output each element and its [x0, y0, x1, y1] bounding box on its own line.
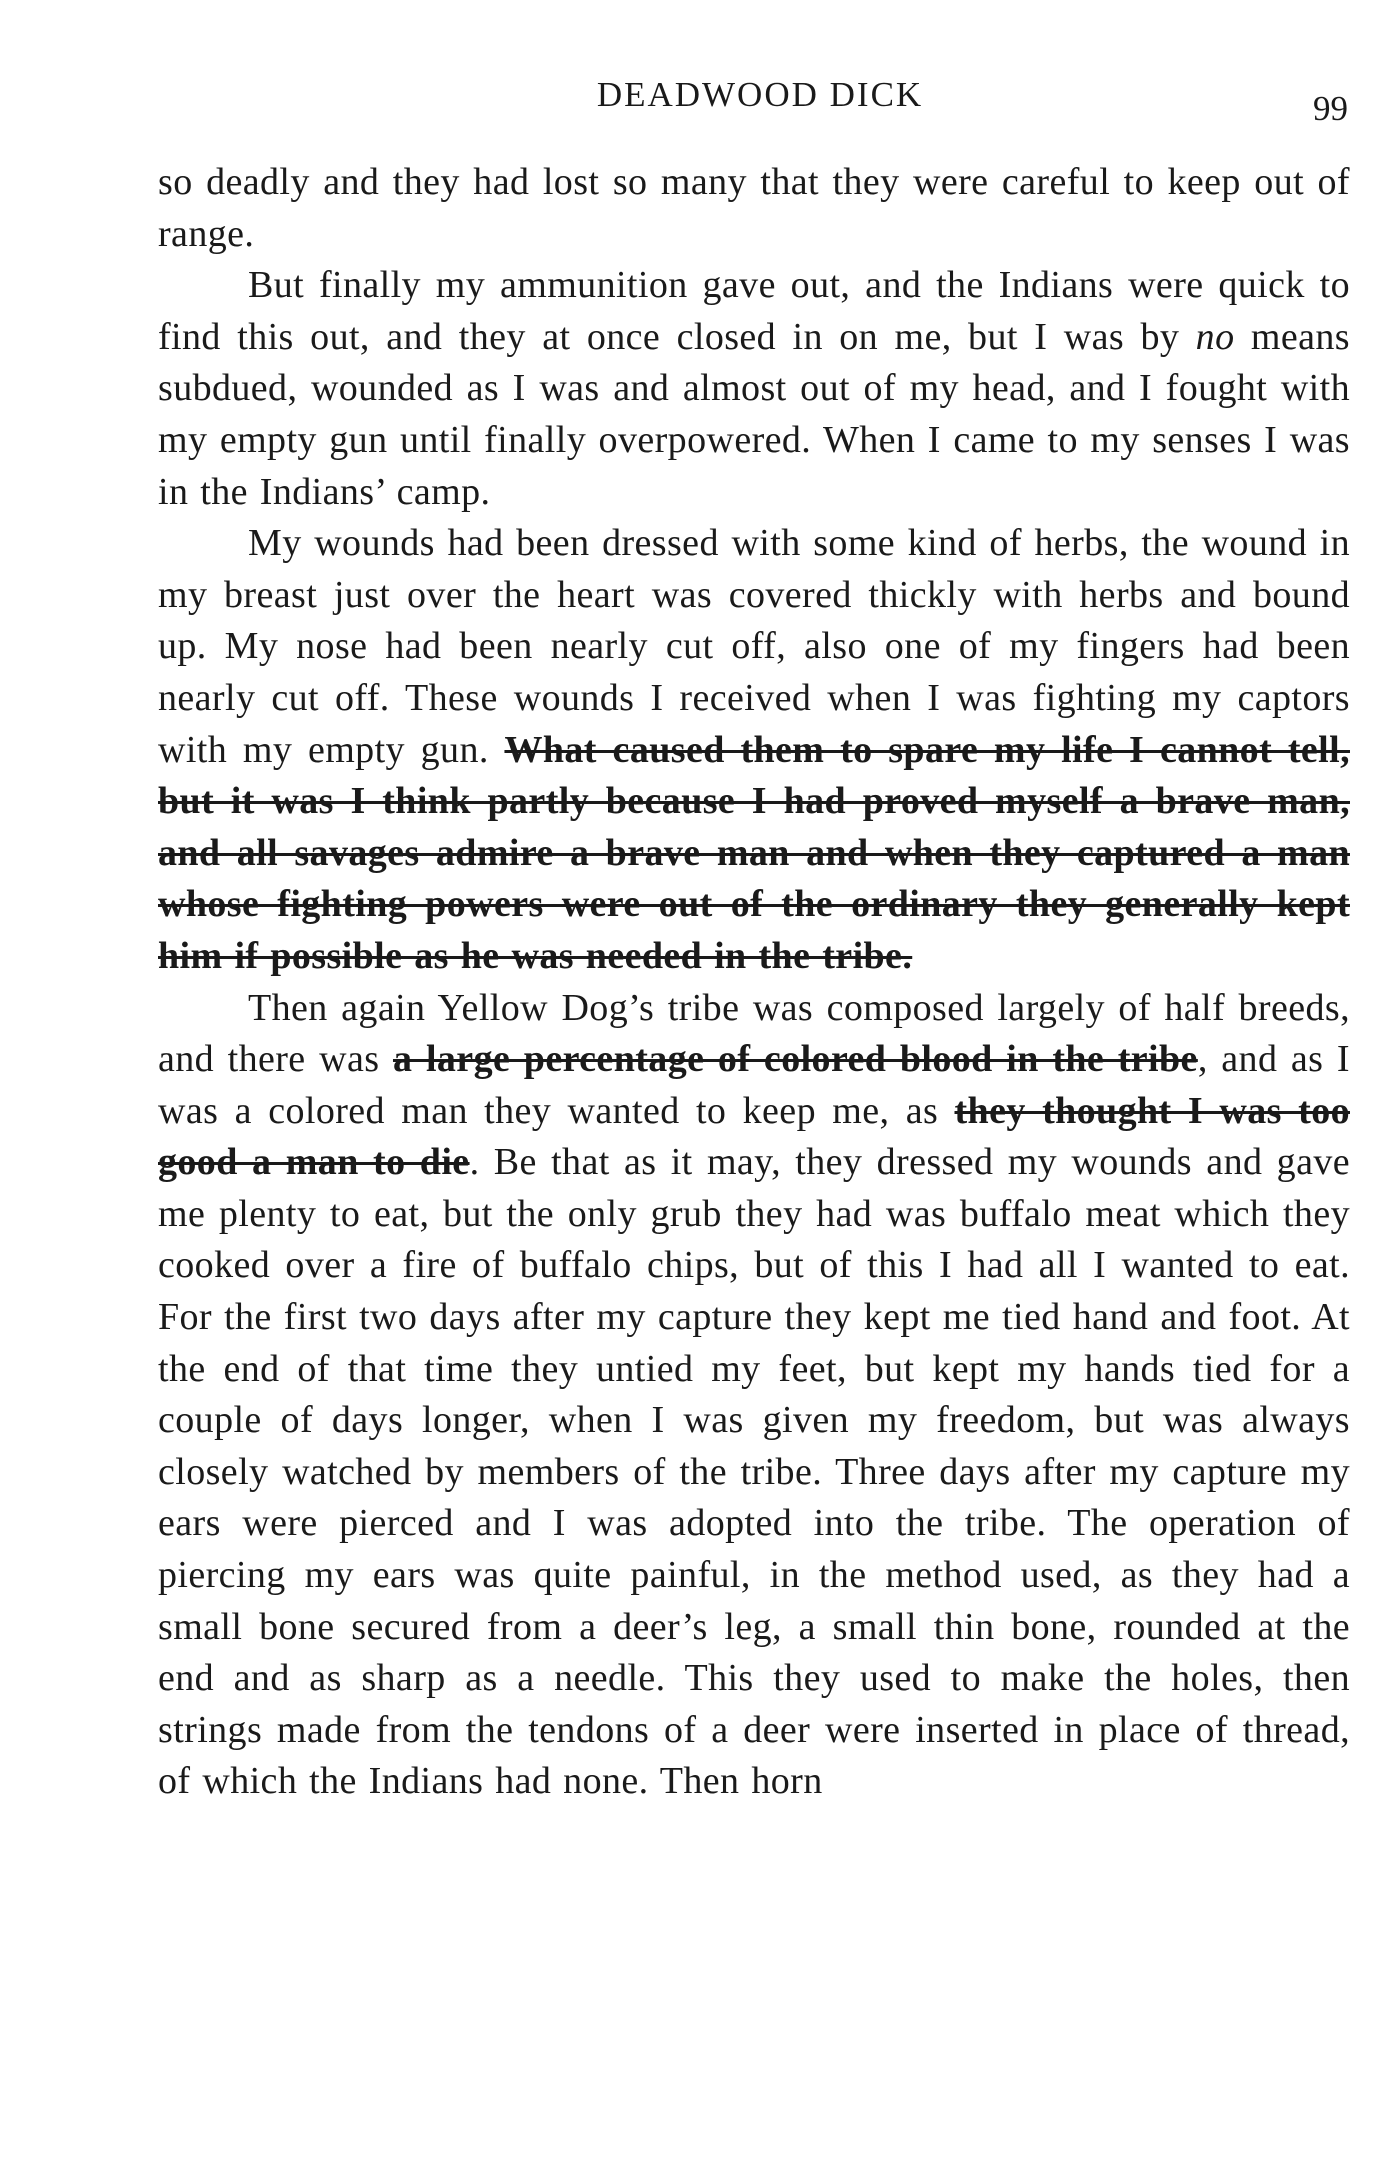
running-title: DEADWOOD DICK — [596, 75, 924, 114]
text-segment: , and as I was a colored man they wanted to keep me, as — [158, 1038, 1350, 1132]
text-segment: so deadly and they had lost so many that they were careful to keep out of range. — [158, 161, 1350, 255]
text-segment: But finally my ammunition gave out, and the Indians were quick to find this out, and they at once closed in on me, but I was by — [158, 264, 1350, 358]
text-segment: means subdued, wounded as I was and almost out of my head, and I fought with my empty gun until finally overpowered. When I came to my senses I was in the Indians’ camp. — [158, 315, 1350, 513]
struck-through-text: a large percentage of colored blood in the tribe — [392, 1038, 1198, 1081]
text-segment: Then again Yellow Dog’s tribe was composed largely of half breeds, and there was — [158, 986, 1350, 1081]
text-segment: . Be that as it may, they dressed my wounds and gave me plenty to eat, but the only grub they had was buffalo meat which they cooked over a fire of buffalo chips, but of this I had all I wanted to eat. For the first two days after my capture they kept me tied hand and foot. At the end of that time they untied my feet, but kept my hands tied for a couple of days longer, when I was given my freedom, but was always closely watched by members of the tribe. Three days after my capture my ears were pierced and I was adopted into the tribe. The operation of piercing my ears was quite painful, in the method used, as they had a small bone secured from a deer’s leg, a small thin bone, rounded at the end and as sharp as a needle. This they used to make the holes, then strings made from the tendons of a deer were inserted in place of thread, of which the Indians had none. Then horn — [158, 1141, 1351, 1803]
paragraph — [158, 983, 1350, 1809]
running-head — [160, 70, 1360, 128]
text-segment: My wounds had been dressed with some kind of herbs, the wound in my breast just over the heart was covered thickly with herbs and bound up. My nose had been nearly cut off, also one of my fingers had been nearly cut off. These wounds I received when I was fighting my captors with my empty gun. — [158, 522, 1350, 771]
paragraph — [158, 157, 1350, 260]
page-number: 99 — [1313, 89, 1348, 128]
paragraph — [158, 518, 1350, 982]
struck-through-text: What caused them to spare my life I cannot tell, but it was I think partly because I had proved myself a brave man, and all savages admire a brave man and when they captured a man whose fighting powers were out of the ordinary they generally kept him if possible as he was needed in the tribe. — [158, 728, 1350, 977]
struck-through-text: they thought I was too good a man to die — [158, 1089, 1350, 1184]
body-text — [158, 157, 1350, 1808]
paragraph — [158, 260, 1350, 518]
italic-text: no — [1195, 315, 1235, 358]
